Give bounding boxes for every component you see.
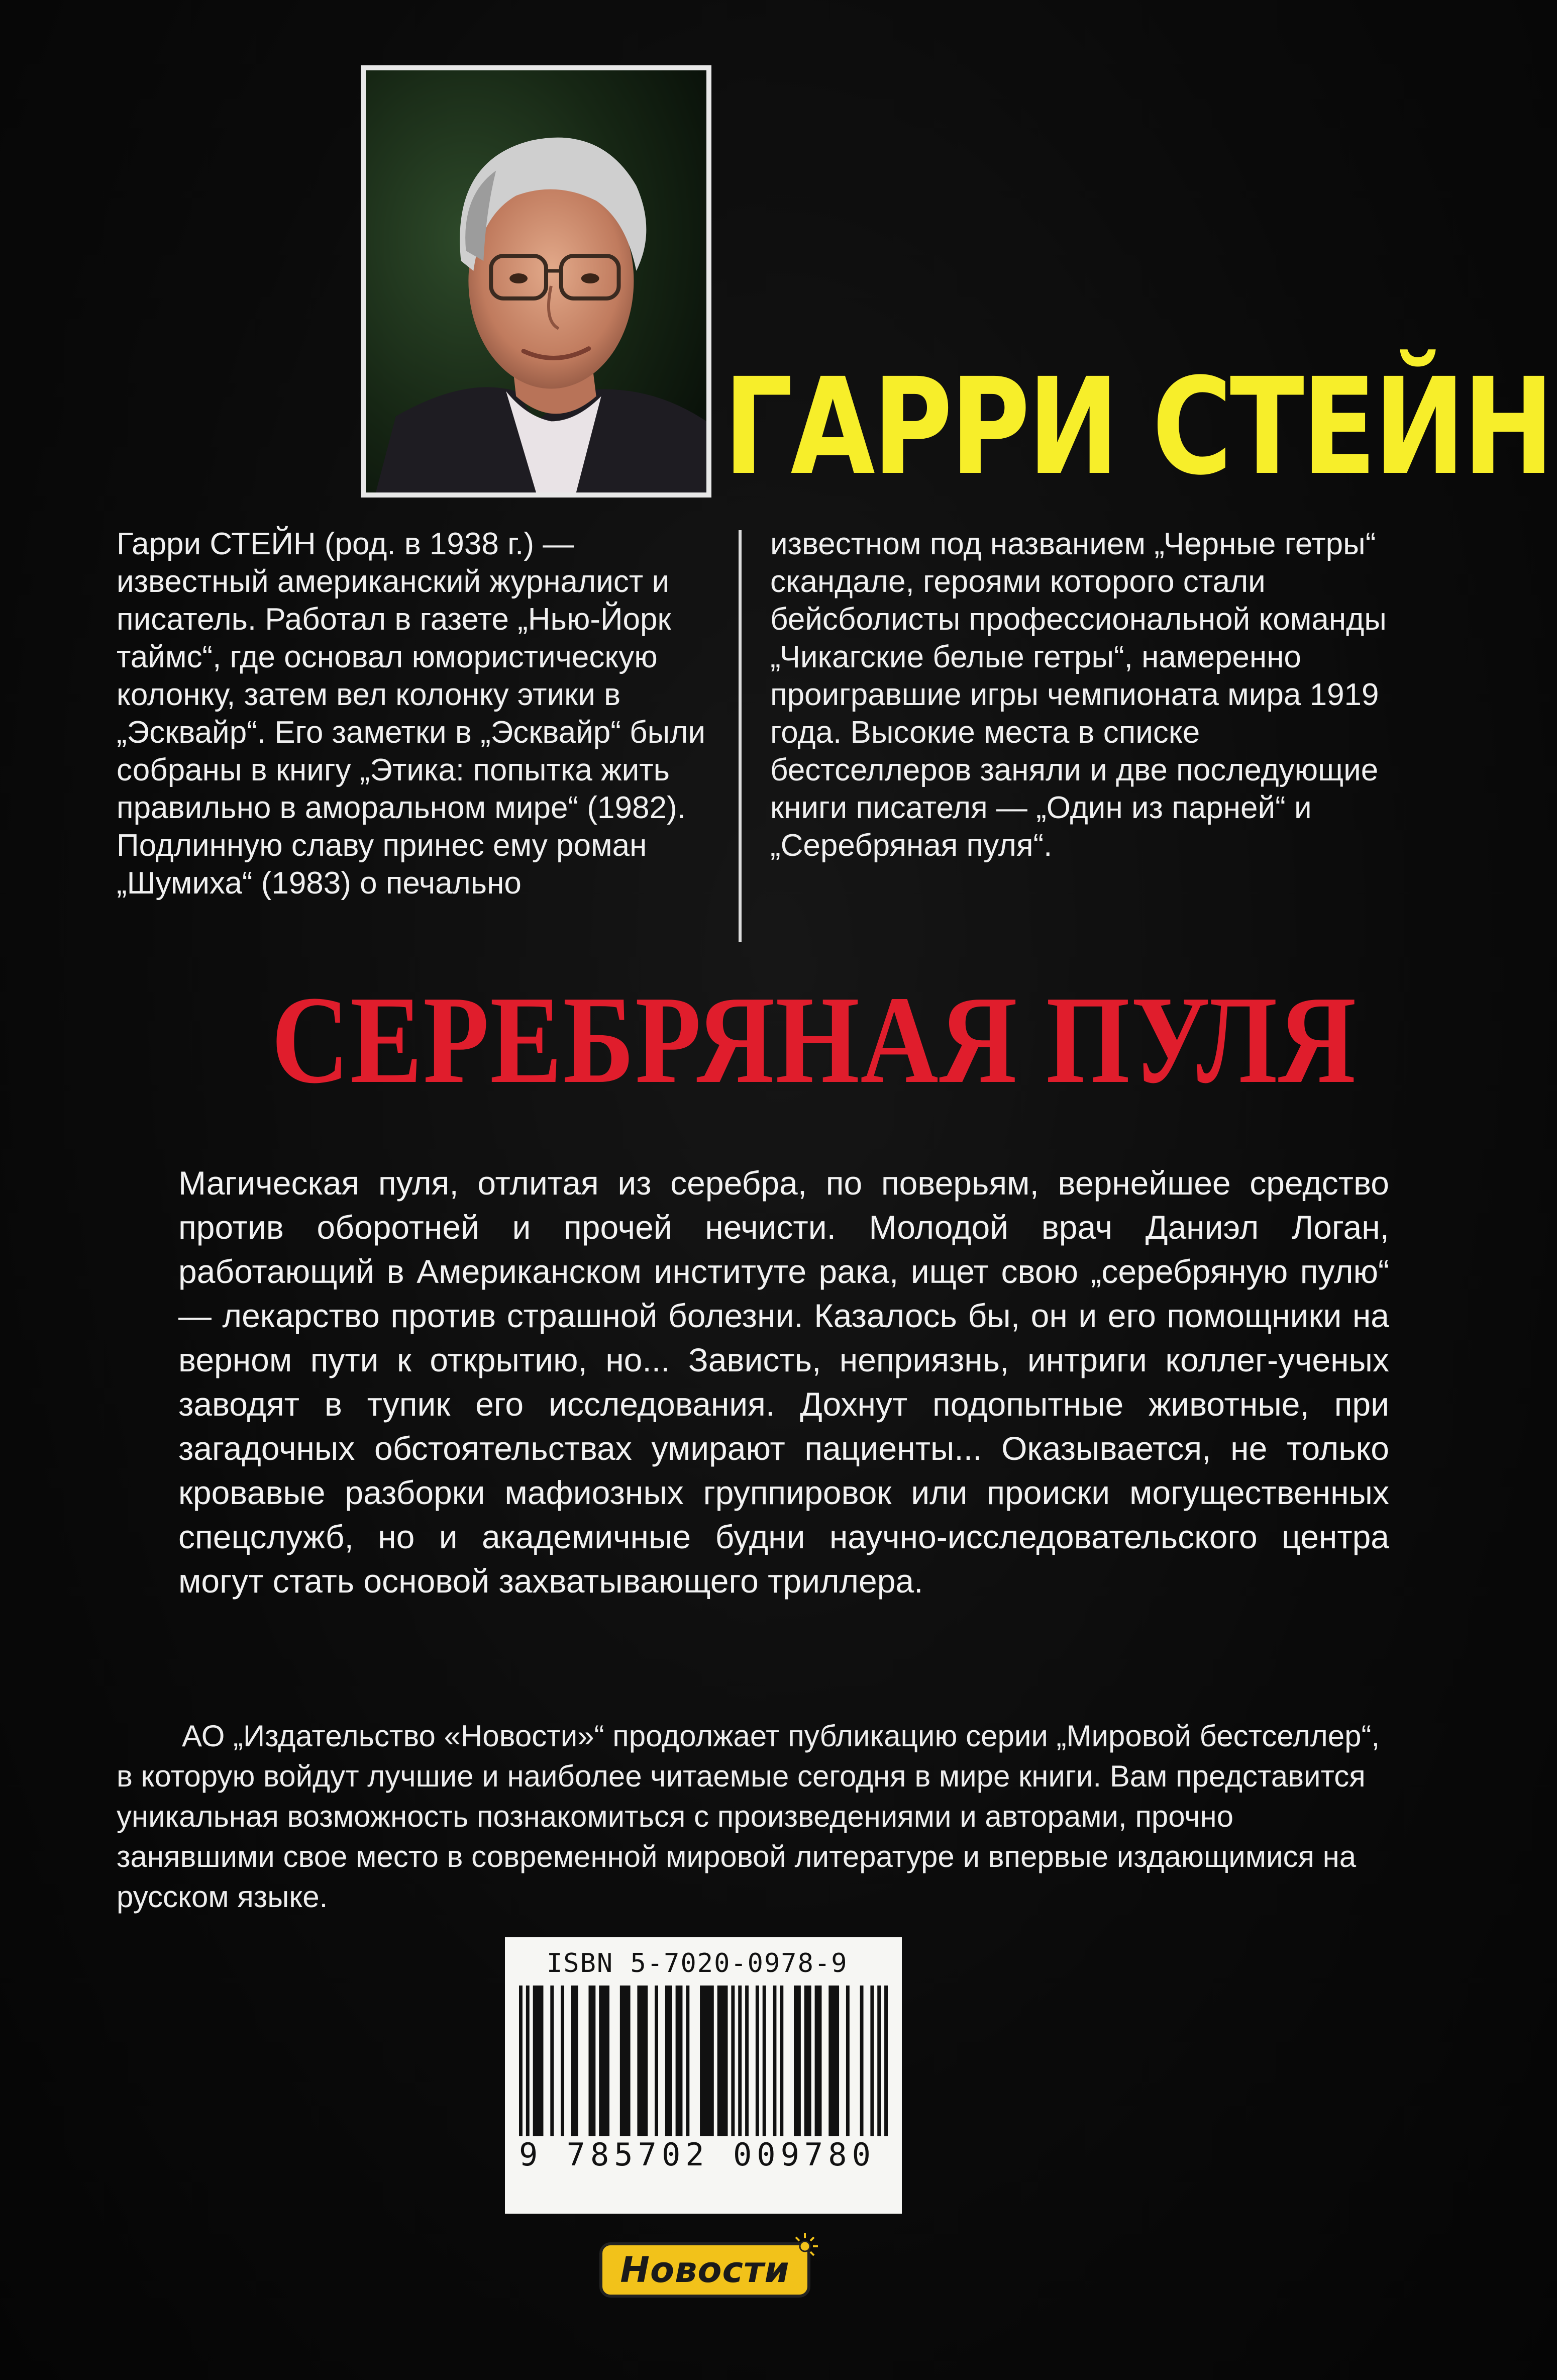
ean-number: 9 785702 009780 [519, 2136, 876, 2173]
author-bio-column-right: известном под названием „Черные гетры“ скандале, героями которого стали бейсболисты профессиональной команды „Чикагские белые гетры“, намеренно проигравшие игры чемпионата мира 1919 года. Высокие места в списке бестселлеров заняли и две последующие книги писателя — „Один из парней“ и „Серебряная пуля“. [770, 527, 1387, 863]
column-divider [739, 530, 742, 942]
barcode-bar [526, 1986, 530, 2136]
barcode-bar [804, 1986, 811, 2136]
author-portrait-image [366, 70, 706, 492]
barcode-bar [794, 1986, 801, 2136]
barcode-bar [828, 1986, 839, 2136]
publisher-logo-text: Новости [620, 2249, 790, 2291]
barcode-bar [717, 1986, 728, 2136]
sun-icon [790, 2231, 820, 2261]
barcode-bar [884, 1986, 888, 2136]
barcode-bar [700, 1986, 714, 2136]
barcode-bar [773, 1986, 776, 2136]
barcode-bar [571, 1986, 578, 2136]
barcode-bar [620, 1986, 631, 2136]
barcode-bar [550, 1986, 554, 2136]
book-title-heading: СЕРЕБРЯНАЯ ПУЛЯ [271, 970, 1357, 1110]
barcode-bar [533, 1986, 544, 2136]
barcode-bar [599, 1986, 609, 2136]
barcode-bar [870, 1986, 874, 2136]
barcode-bar [561, 1986, 564, 2136]
barcode-bar [588, 1986, 595, 2136]
barcode-bar [637, 1986, 648, 2136]
barcode-block [505, 1937, 902, 2214]
author-bio-column-left: Гарри СТЕЙН (род. в 1938 г.) — известный американский журналист и писатель. Работал в газете „Нью-Йорк таймс“, где основал юмористическую колонку, затем вел колонку этики в „Эсквайр“. Его заметки в „Эсквайр“ были собраны в книгу „Этика: попытка жить правильно в аморальном мире“ (1982). Подлинную славу принес ему роман „Шумиха“ (1983) о печально [117, 527, 706, 901]
barcode-bar [731, 1986, 735, 2136]
barcode-bar [686, 1986, 689, 2136]
publisher-logo [599, 2242, 810, 2298]
publisher-series-note: АО „Издательство «Новости»“ продолжает публикацию серии „Мировой бестселлер“, в которую войдут лучшие и наиболее читаемые сегодня в мире книги. Вам представится уникальная возможность познакомиться с произведениями и авторами, прочно занявшими свое место в современной мировой литературе и впервые издающимися на русском языке. [117, 1719, 1380, 1914]
barcode-bar [655, 1986, 658, 2136]
barcode-bar [519, 1986, 523, 2136]
book-annotation: Магическая пуля, отлитая из серебра, по поверьям, вернейшее средство против оборотней и прочей нечисти. Молодой врач Даниэл Логан, работающий в Американском институте рака, ищет свою „серебряную пулю“ — лекарство против страшной болезни. Казалось бы, он и его помощники на верном пути к открытию, но... Зависть, неприязнь, интриги коллег-ученых заводят в тупик его исследования. Дохнут подопытные животные, при загадочных обстоятельствах умирают пациенты... Оказывается, не только кровавые разборки мафиозных группировок или происки могущественных спецслужб, но и академичные будни научно-исследовательского центра могут стать основой захватывающего триллера. [178, 1164, 1389, 1600]
isbn-label: ISBN 5-7020-0978-9 [547, 1948, 848, 1978]
barcode-bar [745, 1986, 749, 2136]
barcode-image [519, 1986, 888, 2136]
barcode-bar [860, 1986, 864, 2136]
barcode-bar [846, 1986, 850, 2136]
barcode-bar [756, 1986, 759, 2136]
barcode-bar [665, 1986, 672, 2136]
barcode-bar [877, 1986, 881, 2136]
author-photo [361, 65, 711, 498]
barcode-bar [815, 1986, 822, 2136]
barcode-bar [763, 1986, 766, 2136]
barcode-bar [738, 1986, 742, 2136]
barcode-bar [780, 1986, 783, 2136]
author-name-heading: ГАРРИ СТЕЙН [723, 350, 1552, 505]
barcode-bar [676, 1986, 683, 2136]
